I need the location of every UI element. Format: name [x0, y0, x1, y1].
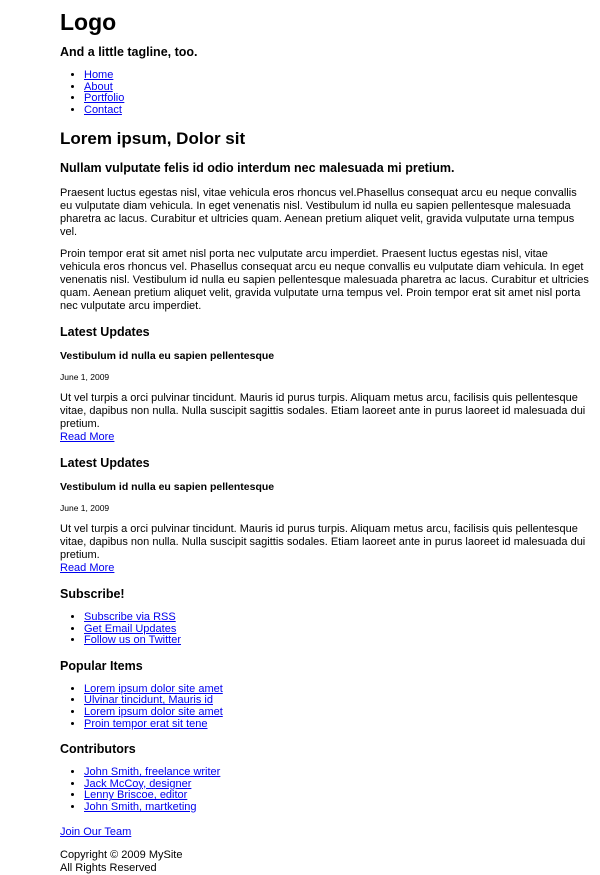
- post-title: Vestibulum id nulla eu sapien pellentesque: [60, 480, 275, 493]
- popular-item-link[interactable]: Lorem ipsum dolor site amet: [84, 706, 223, 718]
- update-block-1: [60, 325, 590, 444]
- subscribe-list: [60, 612, 590, 647]
- post-date: June 1, 2009: [60, 372, 110, 383]
- contributors-list: [60, 767, 590, 814]
- nav-link-about[interactable]: About: [84, 80, 113, 93]
- updates-heading: Latest Updates: [60, 456, 150, 471]
- post-body: [60, 523, 590, 575]
- nav-item-home: [84, 70, 590, 82]
- post-title: Vestibulum id nulla eu sapien pellentesque: [60, 349, 275, 362]
- intro-paragraph-2: Proin tempor erat sit amet nisl porta nec vulputate arcu imperdiet. Praesent luctus egestas nisl, vitae vehicula eros rhoncus vel. Phasellus consequat arcu eu neque convallis eu vulputate diam vehicula. In eget venenatis nisl. Vestibulum id nulla eu sapien pellentesque malesuada pharetra ac lacus. Curabitur et ultricies quam. Aenean pretium aliquet velit, gravida vulputate urna tempus vel. Proin tempor erat sit amet nisl porta nec vulputate arcu imperdiet.: [60, 248, 589, 313]
- list-item: [84, 719, 590, 731]
- list-item: [84, 802, 590, 814]
- join-team-link[interactable]: Join Our Team: [60, 825, 132, 838]
- footer: [60, 849, 590, 875]
- nav-link-home[interactable]: Home: [84, 69, 114, 82]
- page-subtitle: Nullam vulputate felis id odio interdum nec malesuada mi pretium.: [60, 160, 455, 175]
- join-section: [60, 826, 590, 839]
- follow-twitter-link[interactable]: Follow us on Twitter: [84, 634, 182, 647]
- popular-item-link[interactable]: Lorem ipsum dolor site amet: [84, 682, 223, 695]
- nav-link-portfolio[interactable]: Portfolio: [84, 92, 125, 105]
- updates-heading: Latest Updates: [60, 325, 150, 340]
- post-text: Ut vel turpis a orci pulvinar tincidunt. Mauris id purus turpis. Aliquam metus arcu, facilisis quis pellentesque vitae, dapibus non nulla. Nulla suscipit sagittis sodales. Etiam laoreet ante in purus laoreet id malesuada dui pretium.: [60, 523, 586, 562]
- subscribe-heading: Subscribe!: [60, 587, 125, 602]
- post-body: [60, 392, 590, 444]
- nav-link-contact[interactable]: Contact: [84, 104, 122, 117]
- copyright-text: Copyright © 2009 MySite: [60, 848, 183, 861]
- nav-item-portfolio: [84, 93, 590, 105]
- read-more-link[interactable]: Read More: [60, 562, 115, 575]
- contributors-heading: Contributors: [60, 742, 136, 757]
- popular-item-link[interactable]: Proin tempor erat sit tene: [84, 717, 208, 730]
- update-block-2: [60, 456, 590, 575]
- contributor-link[interactable]: John Smith, martketing: [84, 801, 197, 814]
- page-title: Lorem ipsum, Dolor sit: [60, 128, 246, 148]
- contributor-link[interactable]: Lenny Briscoe, editor: [84, 789, 188, 802]
- post-text: Ut vel turpis a orci pulvinar tincidunt. Mauris id purus turpis. Aliquam metus arcu, facilisis quis pellentesque vitae, dapibus non nulla. Nulla suscipit sagittis sodales. Etiam laoreet ante in purus laoreet id malesuada dui pretium.: [60, 392, 586, 431]
- nav-item-about: [84, 82, 590, 94]
- read-more-link[interactable]: Read More: [60, 431, 115, 444]
- site-logo[interactable]: Logo: [60, 9, 117, 35]
- subscribe-email-link[interactable]: Get Email Updates: [84, 622, 177, 635]
- intro-paragraph-1: Praesent luctus egestas nisl, vitae vehicula eros rhoncus vel.Phasellus consequat arcu eu neque convallis eu vulputate diam vehicula. In eget venenatis nisl. Vestibulum id nulla eu sapien pellentesque malesuada pharetra ac lacus. Curabitur et ultricies quam. Aenean pretium aliquet velit, gravida vulputate urna tempus vel.: [60, 187, 577, 239]
- post-date: June 1, 2009: [60, 503, 110, 514]
- nav-item-contact: [84, 105, 590, 117]
- site-tagline: And a little tagline, too.: [60, 45, 198, 60]
- subscribe-rss-link[interactable]: Subscribe via RSS: [84, 610, 176, 623]
- contributor-link[interactable]: John Smith, freelance writer: [84, 766, 221, 779]
- rights-text: All Rights Reserved: [60, 861, 157, 874]
- popular-list: [60, 684, 590, 731]
- popular-heading: Popular Items: [60, 658, 143, 673]
- main-nav: [60, 70, 590, 117]
- contributor-link[interactable]: Jack McCoy, designer: [84, 777, 192, 790]
- list-item: [84, 635, 590, 647]
- popular-item-link[interactable]: Ulvinar tincidunt, Mauris id: [84, 694, 213, 707]
